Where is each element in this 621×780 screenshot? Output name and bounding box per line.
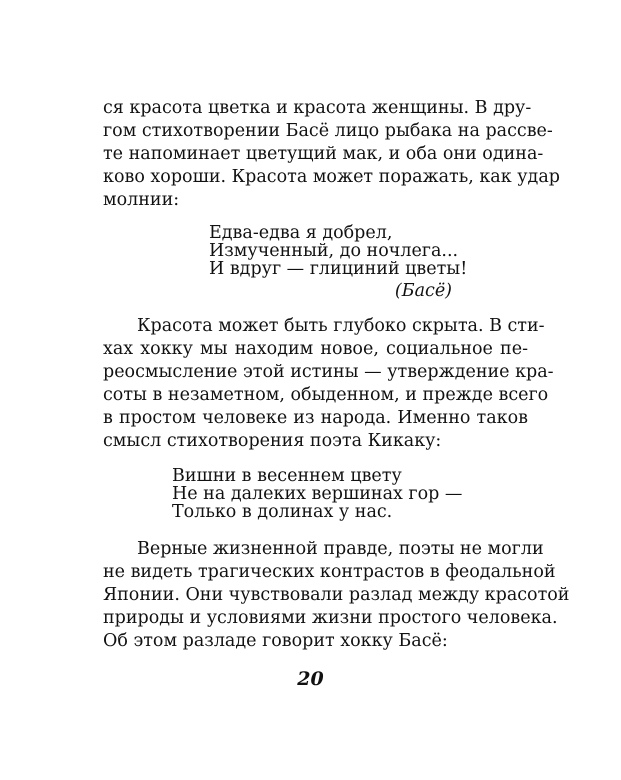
poem-line: Вишни в весеннем цвету [172, 466, 402, 486]
paragraph-2 [103, 315, 554, 453]
paragraph-line: Японии. Они чувствовали разлад между красотой [103, 585, 570, 605]
paragraph-line: те напоминает цветущий мак, и оба они одина- [103, 144, 544, 164]
paragraph-line: смысл стихотворения поэта Кикаку: [103, 431, 442, 451]
paragraph-line: природы и условиями жизни простого человека. [103, 608, 558, 628]
poem-line: Измученный, до ночлега... [209, 241, 459, 261]
paragraph-line: ся красота цветка и красота женщины. В дру- [103, 98, 532, 118]
paragraph-line: молнии: [103, 190, 180, 210]
page-number: 20 [297, 668, 324, 690]
paragraph-line: не видеть трагических контрастов в феодальной [103, 562, 556, 582]
paragraph-line: ково хороши. Красота может поражать, как удар [103, 167, 560, 187]
poem-line: Едва-едва я добрел, [209, 223, 393, 243]
paragraph-3 [103, 538, 570, 653]
paragraph-line: в простом человеке из народа. Именно таков [103, 408, 528, 428]
paragraph-line: гом стихотворении Басё лицо рыбака на рассве- [103, 121, 553, 141]
paragraph-line: Красота может быть глубоко скрыта. В сти- [137, 316, 545, 336]
paragraph-line: реосмысление этой истины — утверждение кра- [103, 362, 554, 382]
poem-basho [209, 223, 468, 301]
poem-attribution: (Басё) [394, 281, 452, 301]
paragraph-1 [103, 97, 560, 212]
poem-line: Не на далеких вершинах гор — [172, 484, 463, 504]
poem-kikaku [172, 467, 462, 521]
paragraph-line: соты в незаметном, обыденном, и прежде всего [103, 385, 549, 405]
paragraph-line: Верные жизненной правде, поэты не могли [137, 539, 544, 559]
paragraph-line: хах хокку мы находим новое, социальное пе- [103, 339, 528, 359]
paragraph-line: Об этом разладе говорит хокку Басё: [103, 631, 448, 651]
poem-line: Только в долинах у нас. [172, 502, 393, 522]
poem-line: И вдруг — глициний цветы! [209, 259, 468, 279]
